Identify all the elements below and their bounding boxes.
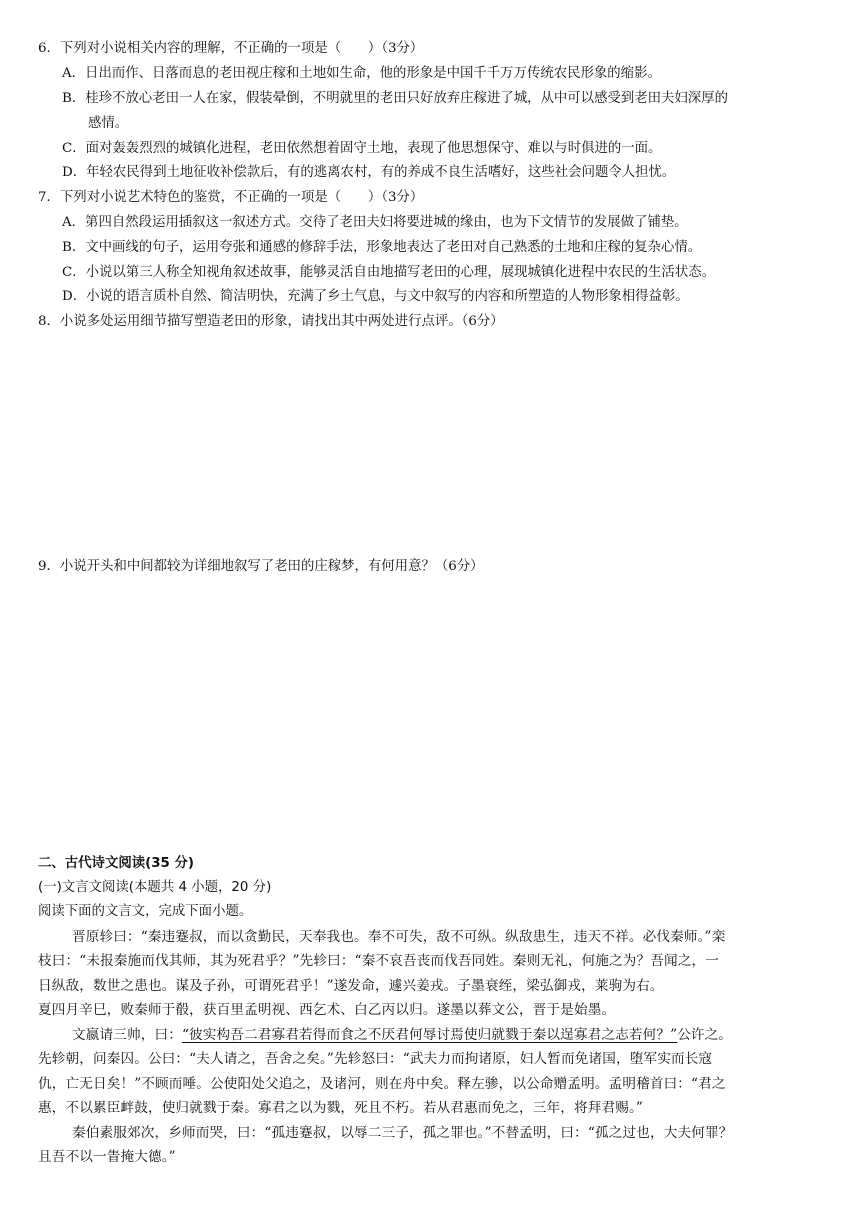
passage-line: 晋原轸曰：“秦违蹇叔，而以贪勤民，天奉我也。奉不可失，敌不可纵。纵敌患生，违天不祥。必伐秦师。”栾 bbox=[72, 929, 726, 945]
question-7-option-c: C．小说以第三人称全知视角叙述故事，能够灵活自由地描写老田的心理，展现城镇化进程中农民的生活状态。 bbox=[62, 265, 715, 280]
passage-line: 仇，亡无日矣！”不顾而唾。公使阳处父追之，及诸河，则在舟中矣。释左骖，以公命赠孟明。孟明稽首曰：“君之 bbox=[38, 1076, 726, 1092]
section-2-subtitle: (一)文言文阅读(本题共 4 小题，20 分) bbox=[38, 880, 272, 895]
question-6-option-c: C．面对轰轰烈烈的城镇化进程，老田依然想着固守土地，表现了他思想保守、难以与时俱进的一面。 bbox=[62, 141, 662, 156]
question-6-option-b-cont: 感情。 bbox=[88, 116, 129, 131]
passage-line: 夏四月辛巳，败秦师于殽，获百里孟明视、西乞术、白乙丙以归。遂墨以葬文公，晋于是始墨。 bbox=[38, 1002, 616, 1018]
question-9-stem: 9．小说开头和中间都较为详细地叙写了老田的庄稼梦，有何用意？（6分） bbox=[38, 559, 484, 574]
passage-line bbox=[72, 1026, 732, 1044]
section-2-title: 二、古代诗文阅读(35 分) bbox=[38, 856, 195, 871]
question-6-option-b: B．桂珍不放心老田一人在家，假装晕倒，不明就里的老田只好放弃庄稼进了城，从中可以感受到老田夫妇深厚的 bbox=[62, 91, 728, 106]
passage-line: 惠，不以累臣衅鼓，使归就戮于秦。寡君之以为戮，死且不朽。若从君惠而免之，三年，将拜君赐。” bbox=[38, 1100, 644, 1116]
question-6-option-d: D．年轻农民得到土地征收补偿款后，有的逃离农村，有的养成不良生活嗜好，这些社会问题令人担忧。 bbox=[62, 165, 676, 180]
passage-line: 日纵敌，数世之患也。谋及子孙，可谓死君乎！”遂发命，遽兴姜戎。子墨衰绖，梁弘御戎，莱驹为右。 bbox=[38, 978, 664, 994]
passage-line: 秦伯素服郊次，乡师而哭，曰：“孤违蹇叔，以辱二三子，孤之罪也。”不替孟明，曰：“孤之过也，大夫何罪？ bbox=[72, 1125, 733, 1141]
passage-line: 枝曰：“未报秦施而伐其师，其为死君乎？”先轸曰：“秦不哀吾丧而伐吾同姓。秦则无礼，何施之为？吾闻之，一 bbox=[38, 953, 719, 969]
underlined-sentence: “彼实构吾二君寡君若得而食之不厌君何辱讨焉使归就戮于秦以逞寡君之志若何？” bbox=[181, 1027, 678, 1043]
passage-text: 公许之。 bbox=[677, 1027, 733, 1043]
question-7-option-a: A．第四自然段运用插叙这一叙述方式。交待了老田夫妇将要进城的缘由，也为下文情节的发展做了铺垫。 bbox=[62, 215, 688, 230]
question-7-stem: 7．下列对小说艺术特色的鉴赏，不正确的一项是（ ）（3分） bbox=[38, 190, 424, 205]
question-6-option-a: A．日出而作、日落而息的老田视庄稼和土地如生命，他的形象是中国千千万万传统农民形象的缩影。 bbox=[62, 66, 661, 81]
question-6-stem: 6．下列对小说相关内容的理解，不正确的一项是（ ）（3分） bbox=[38, 41, 424, 56]
passage-text: 文嬴请三帅，曰： bbox=[72, 1027, 182, 1043]
passage-line: 且吾不以一眚掩大德。” bbox=[38, 1149, 176, 1165]
passage-line: 先轸朝，问秦囚。公曰：“夫人请之，吾舍之矣。”先轸怒曰：“武夫力而拘诸原，妇人暂而免诸国，堕军实而长寇 bbox=[38, 1051, 713, 1067]
question-7-option-b: B．文中画线的句子，运用夸张和通感的修辞手法，形象地表达了老田对自己熟悉的土地和庄稼的复杂心情。 bbox=[62, 240, 702, 255]
question-8-stem: 8．小说多处运用细节描写塑造老田的形象，请找出其中两处进行点评。（6分） bbox=[38, 314, 504, 329]
section-2-instruction: 阅读下面的文言文，完成下面小题。 bbox=[38, 904, 253, 919]
question-7-option-d: D．小说的语言质朴自然、简洁明快，充满了乡土气息，与文中叙写的内容和所塑造的人物形象相得益彰。 bbox=[62, 289, 689, 304]
